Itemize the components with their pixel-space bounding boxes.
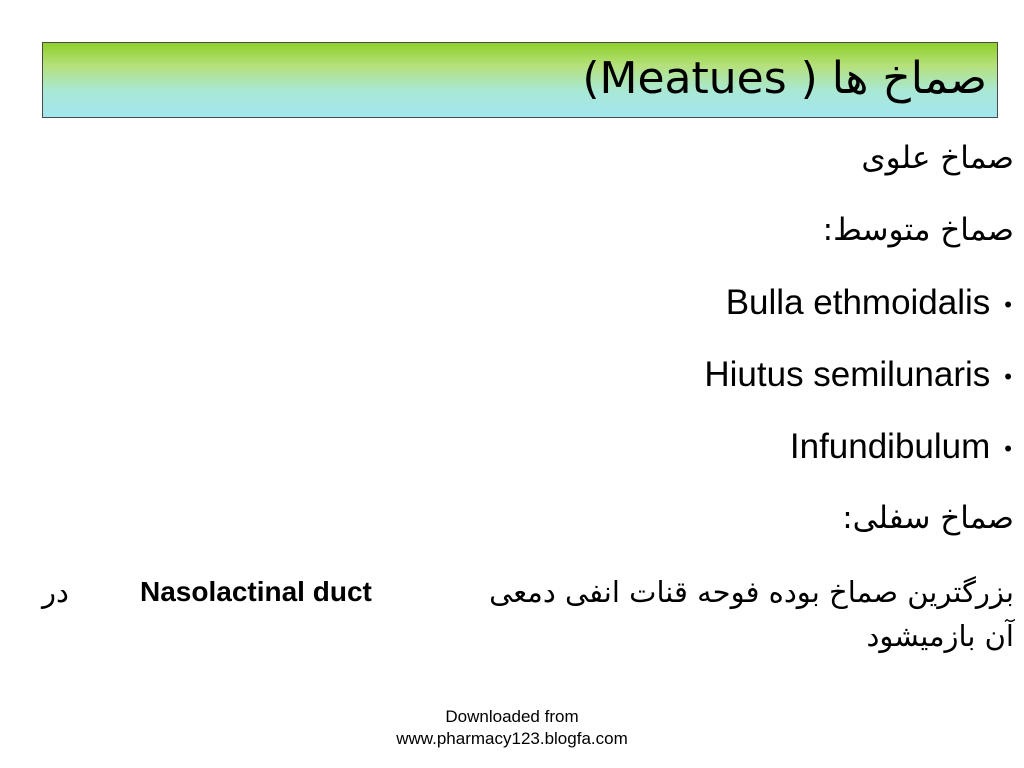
- footer-line-1: Downloaded from: [445, 707, 579, 726]
- footer-link[interactable]: www.pharmacy123.blogfa.com: [396, 729, 628, 748]
- footer: [0, 706, 1024, 750]
- description-persian-end: در: [42, 575, 69, 609]
- bullet-text: Infundibulum: [789, 427, 991, 466]
- item-superior-meatus: صماخ علوی: [861, 140, 1014, 176]
- title-banner: [42, 42, 998, 118]
- item-middle-meatus: صماخ متوسط:: [822, 212, 1014, 248]
- bullet-text: Hiutus semilunaris: [704, 355, 991, 394]
- item-inferior-meatus: صماخ سفلی:: [842, 500, 1014, 536]
- description-persian-start: بزرگترین صماخ بوده فوحه قنات انفی دمعی: [489, 575, 1014, 609]
- bullet-item: [704, 354, 1012, 398]
- description-english-term: Nasolactinal duct: [140, 576, 372, 607]
- bullet-item: [726, 282, 1012, 326]
- slide-title: صماخ ها ( Meatues): [582, 53, 987, 104]
- bullet-text: Bulla ethmoidalis: [725, 283, 991, 322]
- description-line-1: [42, 572, 1014, 612]
- bullet-icon: •: [1004, 363, 1012, 389]
- bullet-item: [790, 426, 1012, 470]
- bullet-icon: •: [1004, 435, 1012, 461]
- bullet-icon: •: [1004, 291, 1012, 317]
- description-line-2: آن بازمیشود: [866, 619, 1014, 653]
